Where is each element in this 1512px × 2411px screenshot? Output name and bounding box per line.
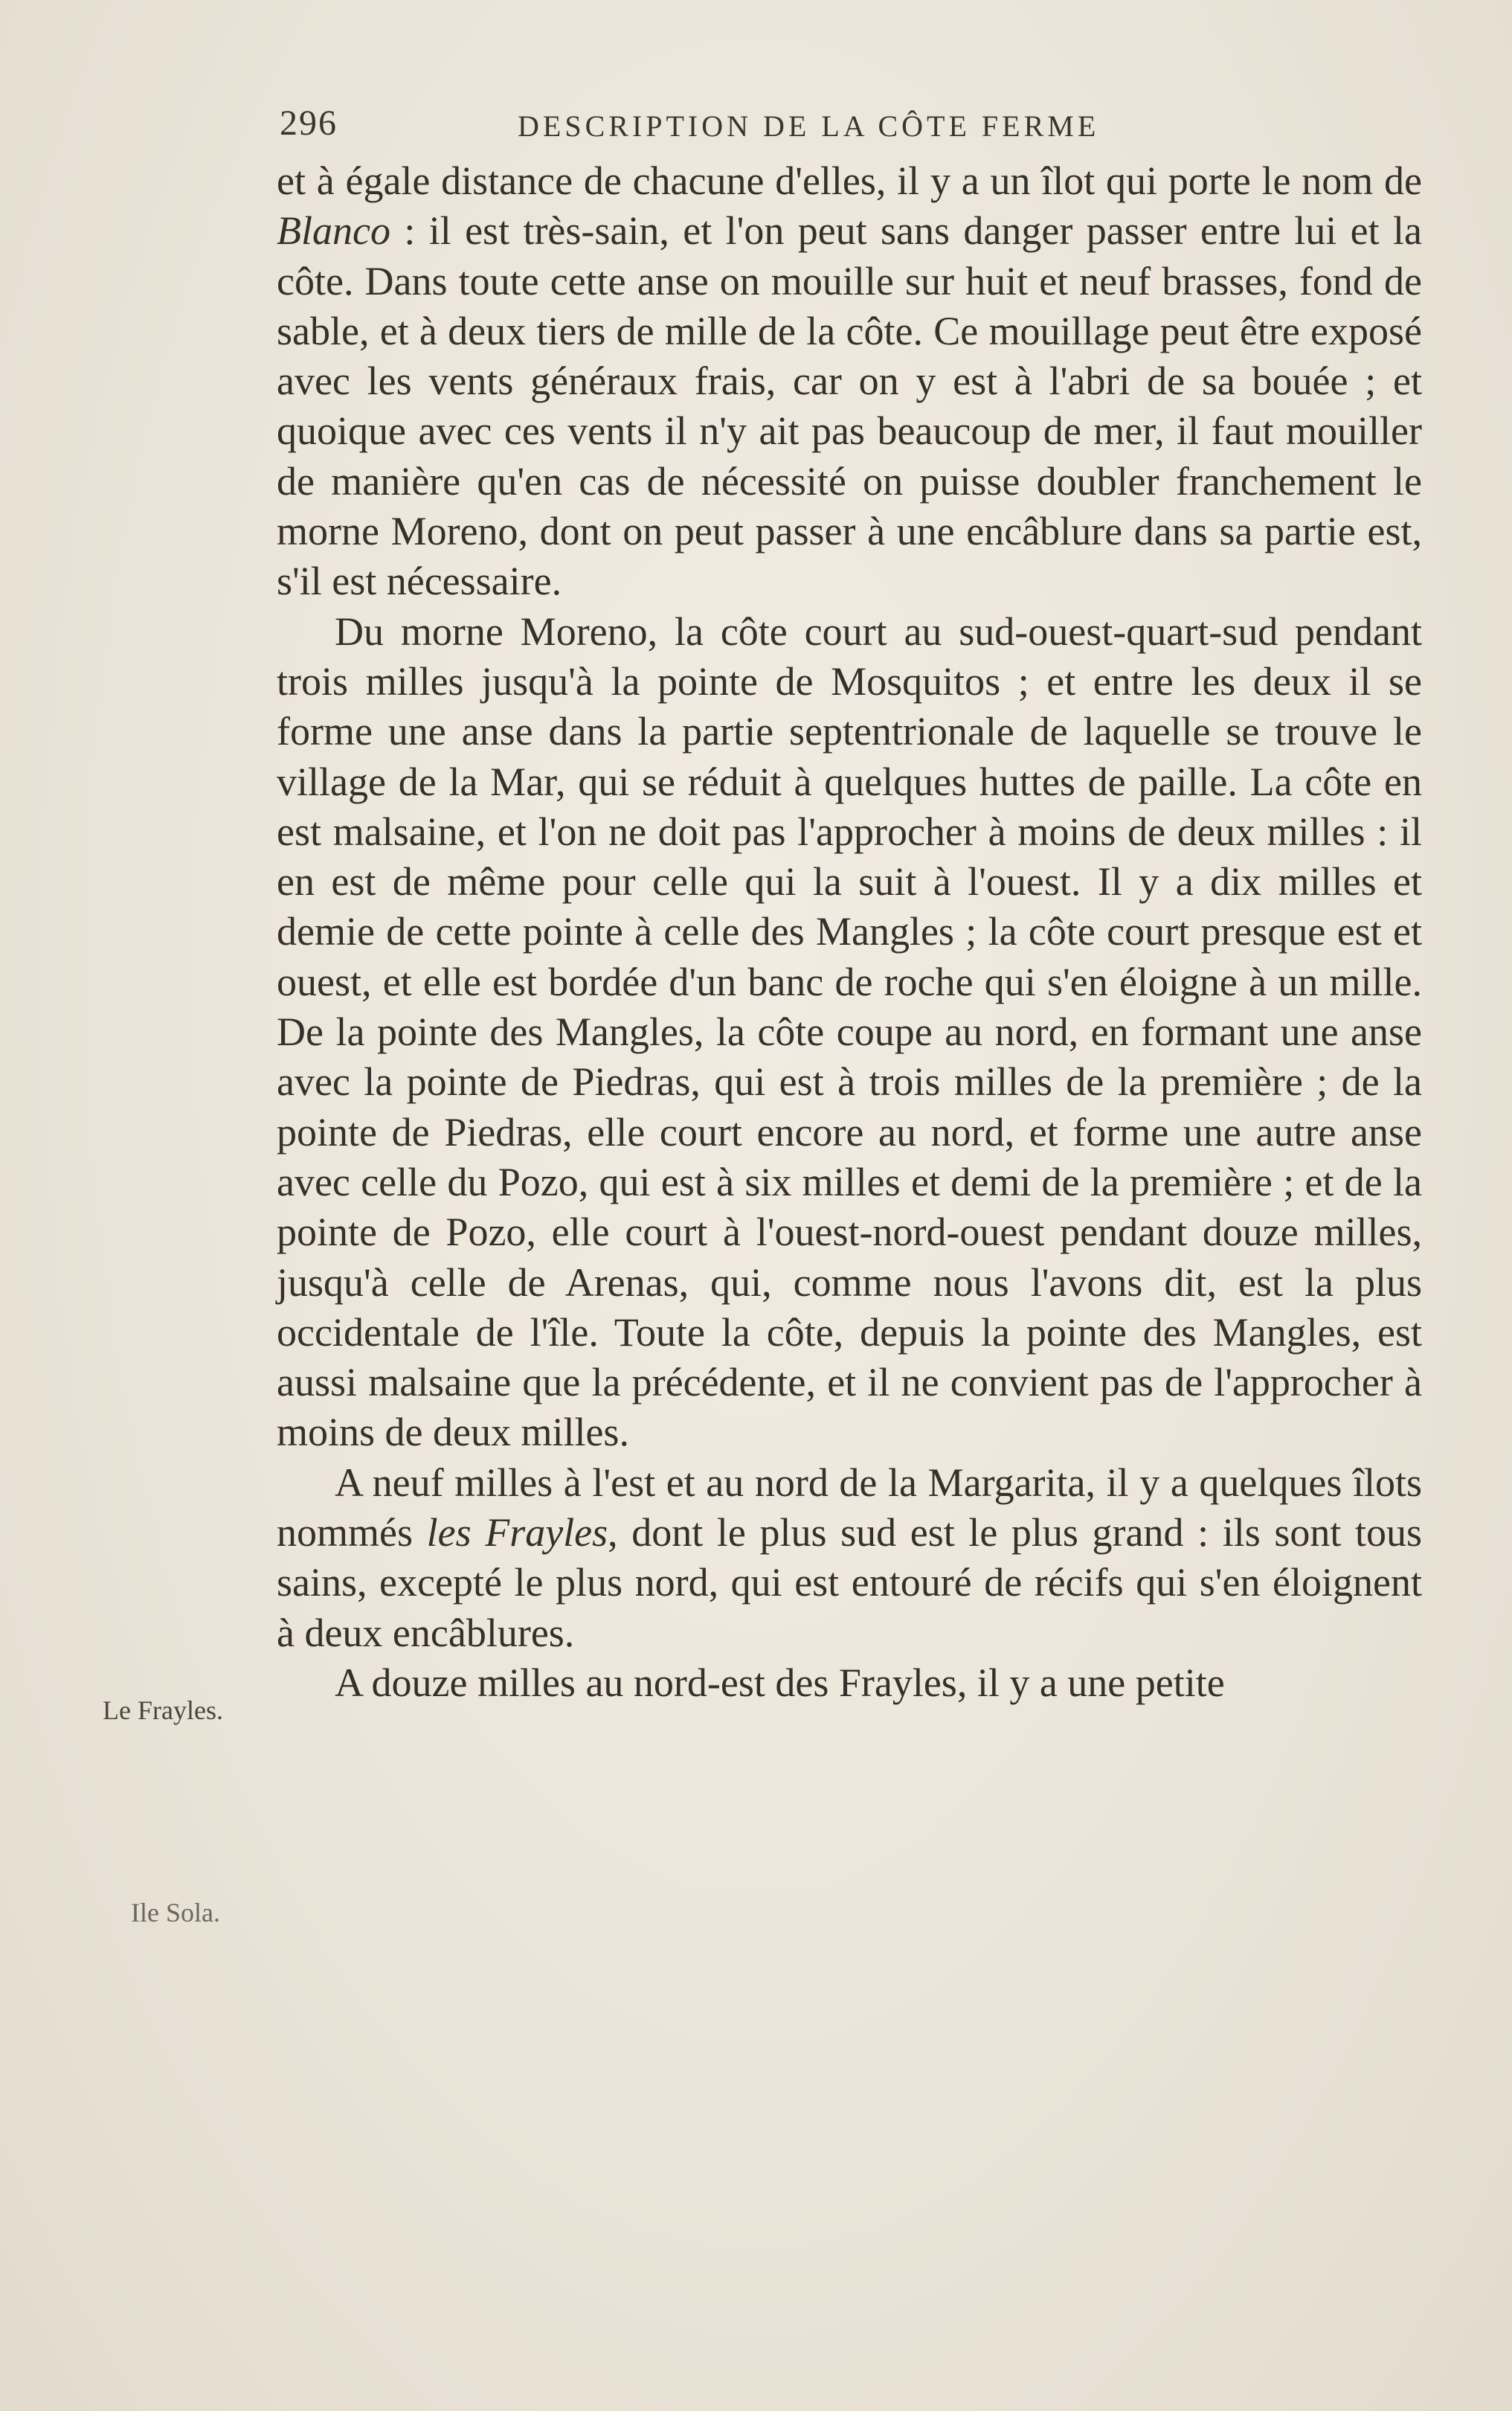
paragraph-3 xyxy=(277,1458,1422,1658)
paragraph-1 xyxy=(277,156,1422,607)
running-title: DESCRIPTION DE LA CÔTE FERME xyxy=(518,109,1100,143)
place-name-blanco: Blanco xyxy=(277,208,390,254)
margin-note-frayles: Le Frayles. xyxy=(103,1695,223,1725)
page-header xyxy=(280,103,1194,147)
margin-note-sola: Ile Sola. xyxy=(131,1898,220,1927)
body-text xyxy=(277,156,1422,1708)
paragraph-1-text-b: : il est très-sain, et l'on peut sans danger passer entre lui et la côte. Dans toute cette anse on mouille sur huit et neuf brasses, fond de sable, et à deux tiers de mille de la côte. Ce mouillage peut être exposé avec les vents généraux frais, car on y est à l'abri de sa bouée ; et quoique avec ces vents il n'y ait pas beaucoup de mer, il faut mouiller de manière qu'en cas de nécessité on puisse doubler franchement le morne Moreno, dont on peut passer à une encâblure dans sa partie est, s'il est nécessaire. xyxy=(277,208,1422,604)
paragraph-4: A douze milles au nord-est des Frayles, il y a une petite xyxy=(335,1660,1225,1705)
place-name-frayles: les Frayles xyxy=(426,1510,608,1556)
paragraph-1-text-a: et à égale distance de chacune d'elles, il y a un îlot qui porte le nom de xyxy=(277,158,1422,203)
paragraph-3-text-a: A neuf milles à l'est et au nord de la Margarita, il y a quelques îlots nommés xyxy=(277,1460,1422,1556)
paragraph-2: Du morne Moreno, la côte court au sud-ouest-quart-sud pendant trois milles jusqu'à la pointe de Mosquitos ; et entre les deux il se forme une anse dans la partie septentrionale de laquelle se trouve le village de la Mar, qui se réduit à quelques huttes de paille. La côte en est malsaine, et l'on ne doit pas l'approcher à moins de deux milles : il en est de même pour celle qui la suit à l'ouest. Il y a dix milles et demie de cette pointe à celle des Mangles ; la côte court presque est et ouest, et elle est bordée d'un banc de roche qui s'en éloigne à un mille. De la pointe des Mangles, la côte coupe au nord, en formant une anse avec la pointe de Piedras, qui est à trois milles de la première ; de la pointe de Piedras, elle court encore au nord, et forme une autre anse avec celle du Pozo, qui est à six milles et demi de la première ; et de la pointe de Pozo, elle court à l'ouest-nord-ouest pendant douze milles, jusqu'à celle de Arenas, qui, comme nous l'avons dit, est la plus occidentale de l'île. Toute la côte, depuis la pointe des Mangles, est aussi malsaine que la précédente, et il ne convient pas de l'approcher à moins de deux milles. xyxy=(277,609,1422,1455)
paragraph-3-text-b: , dont le plus sud est le plus grand : ils sont tous sains, excepté le plus nord, qui est entouré de récifs qui s'en éloignent à deux encâblures. xyxy=(277,1510,1422,1655)
page-number: 296 xyxy=(280,103,338,143)
